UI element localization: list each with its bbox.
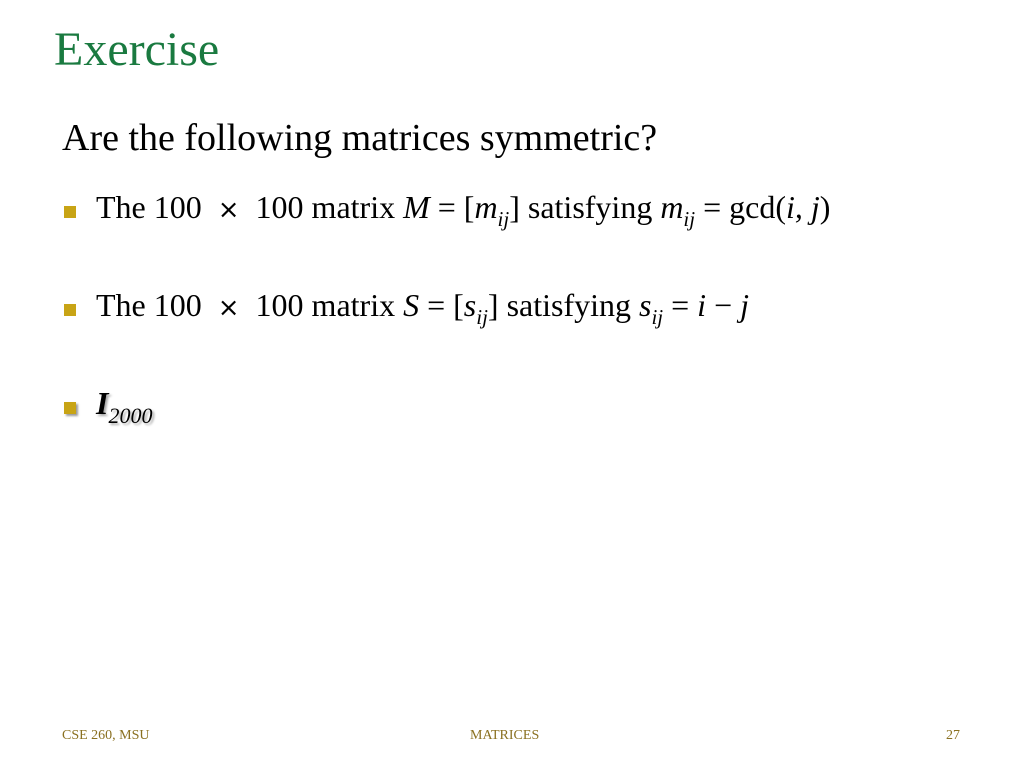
bullet-text: $I_{2000}$ xyxy=(96,385,153,428)
bullet-square-icon xyxy=(64,206,76,218)
bullet-text: The 100 × 100 matrix $M = [m_{ij}]$ satisfying $m_{ij} = \gcd(i$, j) xyxy=(96,189,831,231)
footer-topic: MATRICES xyxy=(470,728,540,743)
footer-course: CSE 260, MSU xyxy=(62,728,150,743)
bullet-text: The 100 × 100 matrix $S = [s_{ij}]$ satisfying $s_{ij} = i - j$ xyxy=(96,287,749,329)
bullet-square-icon xyxy=(64,402,76,414)
footer-page-number: 27 xyxy=(946,728,960,743)
question-text: Are the following matrices symmetric? xyxy=(62,117,658,159)
times-symbol: × xyxy=(217,293,240,323)
slide-title: Exercise xyxy=(54,23,220,76)
bullet-square-icon xyxy=(64,304,76,316)
times-symbol: × xyxy=(217,195,240,225)
